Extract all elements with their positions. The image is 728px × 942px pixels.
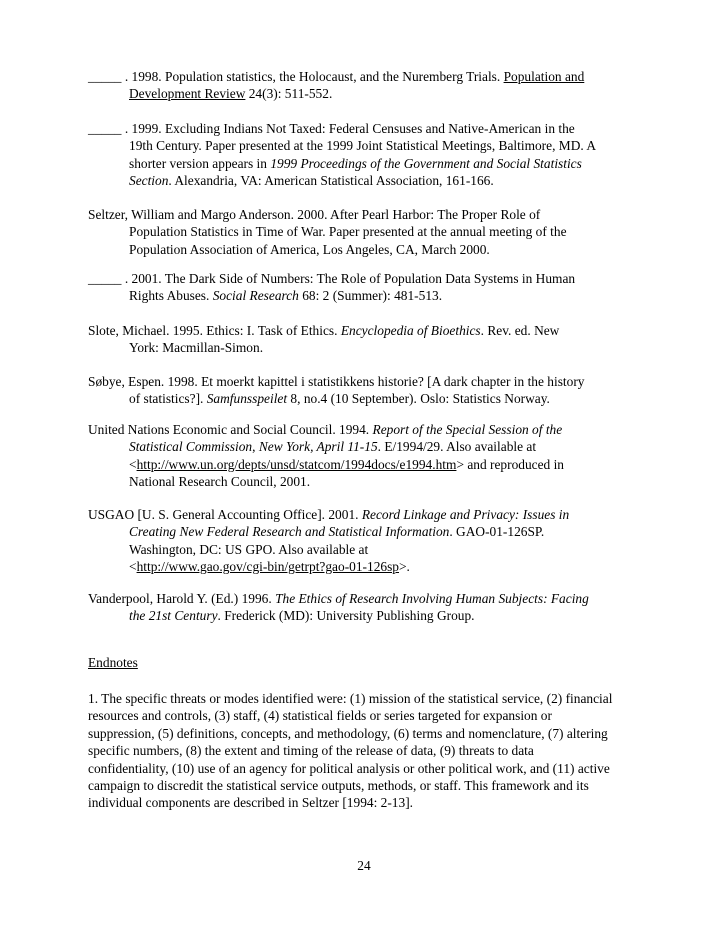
- book-title: Encyclopedia of Bioethics: [340, 323, 481, 338]
- reference-text: . Frederick (MD): University Publishing Group.: [217, 608, 475, 624]
- reference-text: York: Macmillan-Simon.: [129, 340, 264, 356]
- report-title: Report of the Special Session of the: [372, 422, 563, 437]
- endnote-line: confidentiality, (10) use of an agency for political analysis or other political work, and (11) active: [88, 760, 610, 776]
- reference-entry: [88, 270, 648, 305]
- reference-text: >.: [399, 559, 410, 575]
- proceedings-title: Section: [129, 173, 169, 189]
- reference-text: of statistics?].: [129, 391, 207, 407]
- book-title: The Ethics of Research Involving Human Subjects: Facing: [275, 591, 589, 606]
- page-number: 24: [357, 858, 371, 873]
- reference-entry: [88, 206, 648, 258]
- endnote-line: suppression, (5) definitions, concepts, and methodology, (6) terms and nomenclature, (7) altering: [88, 725, 608, 741]
- reference-entry: [88, 506, 648, 576]
- reference-text: shorter version appears in: [129, 155, 271, 171]
- reference-text: National Research Council, 2001.: [129, 474, 311, 490]
- reference-link[interactable]: http://www.un.org/depts/unsd/statcom/1994docs/e1994.htm: [136, 456, 457, 472]
- endnotes-heading: Endnotes: [88, 655, 138, 670]
- reference-text: > and reproduced in: [456, 456, 565, 472]
- journal-title: Social Research: [212, 288, 299, 304]
- reference-text: <: [129, 559, 137, 575]
- endnote-paragraph: [88, 690, 653, 812]
- book-title: the 21st Century: [129, 608, 218, 624]
- journal-title: Development Review: [129, 86, 246, 102]
- reference-link[interactable]: http://www.gao.gov/cgi-bin/getrpt?gao-01-126sp: [136, 559, 399, 575]
- reference-entry: [88, 322, 648, 357]
- reference-entry: [88, 590, 648, 625]
- report-title: Creating New Federal Research and Statistical Information: [129, 524, 450, 540]
- reference-text: Søbye, Espen. 1998. Et moerkt kapittel i statistikkens historie? [A dark chapter in the history: [88, 374, 585, 389]
- endnote-line: resources and controls, (3) staff, (4) statistical fields or series targeted for expansion or: [88, 708, 552, 724]
- reference-text: ,: [252, 439, 259, 455]
- journal-title: Population and: [503, 69, 585, 84]
- reference-text: 19th Century. Paper presented at the 1999 Joint Statistical Meetings, Baltimore, MD. A: [129, 138, 596, 154]
- reference-text: _____ . 1998. Population statistics, the Holocaust, and the Nuremberg Trials.: [88, 69, 504, 84]
- reference-text: . Rev. ed. New: [480, 323, 560, 338]
- reference-entry: [88, 373, 648, 408]
- reference-text: Washington, DC: US GPO. Also available at: [129, 541, 369, 557]
- reference-text: . GAO-01-126SP.: [449, 524, 545, 540]
- report-title: Record Linkage and Privacy: Issues in: [361, 507, 570, 522]
- endnote-line: specific numbers, (8) the extent and timing of the release of data, (9) threats to data: [88, 743, 534, 759]
- reference-text: Rights Abuses.: [129, 288, 213, 304]
- reference-text: USGAO [U. S. General Accounting Office]. 2001.: [88, 507, 362, 522]
- proceedings-title: 1999 Proceedings of the Government and Social Statistics: [270, 155, 582, 171]
- reference-text: United Nations Economic and Social Council. 1994.: [88, 422, 373, 437]
- reference-text: Seltzer, William and Margo Anderson. 2000. After Pearl Harbor: The Proper Role of: [88, 207, 541, 222]
- endnote-line: individual components are described in Seltzer [1994: 2-13].: [88, 795, 414, 811]
- reference-entry: [88, 120, 648, 190]
- reference-entry: [88, 421, 648, 491]
- reference-text: Population Association of America, Los Angeles, CA, March 2000.: [129, 241, 490, 257]
- reference-text: . E/1994/29. Also available at: [377, 439, 537, 455]
- reference-text: 8, no.4 (10 September). Oslo: Statistics Norway.: [287, 391, 550, 407]
- reference-entry: [88, 68, 648, 103]
- endnote-line: campaign to discredit the statistical service outputs, methods, or staff. This framework and its: [88, 778, 589, 794]
- reference-text: Vanderpool, Harold Y. (Ed.) 1996.: [88, 591, 276, 606]
- reference-text: . Alexandria, VA: American Statistical Association, 161-166.: [168, 173, 494, 189]
- reference-text: _____ . 2001. The Dark Side of Numbers: The Role of Population Data Systems in Human: [88, 271, 576, 286]
- reference-text: _____ . 1999. Excluding Indians Not Taxed: Federal Censuses and Native-American in the: [88, 121, 575, 136]
- report-title: New York, April 11-15: [258, 439, 378, 455]
- reference-text: <: [129, 456, 137, 472]
- reference-text: 24(3): 511-552.: [245, 86, 333, 102]
- journal-title: Samfunsspeilet: [206, 391, 288, 407]
- reference-text: Population Statistics in Time of War. Paper presented at the annual meeting of the: [129, 224, 567, 240]
- reference-text: Slote, Michael. 1995. Ethics: I. Task of Ethics.: [88, 323, 341, 338]
- report-title: Statistical Commission: [129, 439, 253, 455]
- endnote-line: 1. The specific threats or modes identified were: (1) mission of the statistical service, (2) financial: [88, 691, 613, 706]
- reference-text: 68: 2 (Summer): 481-513.: [298, 288, 443, 304]
